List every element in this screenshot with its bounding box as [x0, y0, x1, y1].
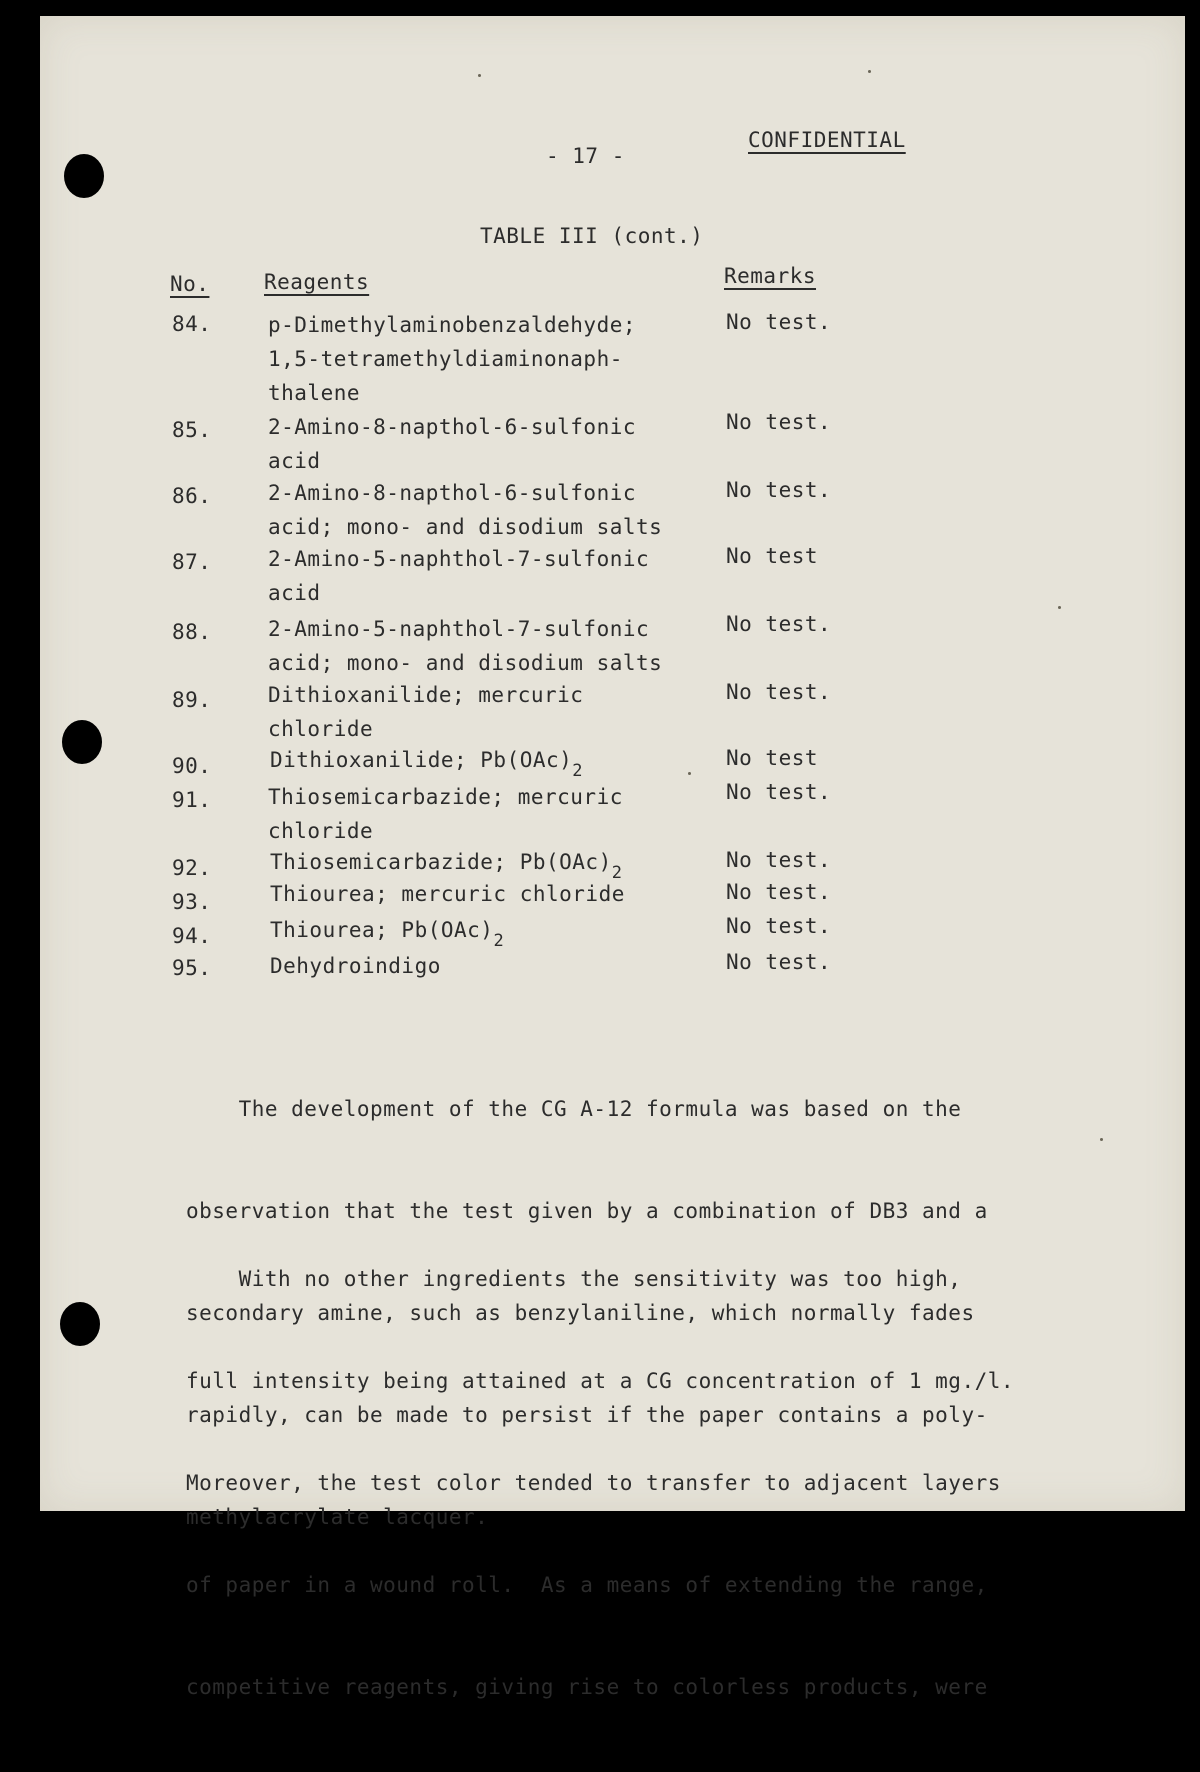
row-remark: No test. — [726, 950, 832, 974]
row-reagent — [268, 410, 636, 478]
table-title: TABLE III (cont.) — [480, 224, 704, 248]
paper-speck — [478, 74, 481, 77]
reagent-line: chloride — [268, 717, 374, 741]
row-number: 88. — [172, 620, 212, 644]
paper-speck — [1058, 606, 1061, 609]
confidential-stamp: CONFIDENTIAL — [748, 128, 906, 152]
row-number: 84. — [172, 312, 212, 336]
row-number: 95. — [172, 956, 212, 980]
paper-speck — [1100, 1138, 1103, 1141]
reagent-line: Thiosemicarbazide; mercuric — [268, 785, 623, 809]
row-number: 94. — [172, 924, 212, 948]
row-reagent — [268, 308, 636, 410]
row-number: 87. — [172, 550, 212, 574]
row-remark: No test. — [726, 880, 832, 904]
paragraph-line: observation that the test given by a combination of DB3 and a — [186, 1199, 988, 1223]
row-reagent — [268, 542, 649, 610]
paragraph-line: secondary amine, such as benzylaniline, which normally fades — [186, 1301, 975, 1325]
row-remark: No test. — [726, 612, 832, 636]
reagent-line: 2-Amino-5-naphthol-7-sulfonic — [268, 547, 650, 571]
row-remark: No test. — [726, 310, 832, 334]
paper-speck — [868, 70, 871, 73]
row-number: 92. — [172, 856, 212, 880]
reagent-line: 2-Amino-8-napthol-6-sulfonic — [268, 415, 637, 439]
paper-speck — [688, 772, 691, 775]
paragraph-line: competitive reagents, giving rise to colorless products, were — [186, 1675, 988, 1699]
row-number: 90. — [172, 754, 212, 778]
paragraph-line: The development of the CG A-12 formula was based on the — [186, 1097, 962, 1121]
reagent-line: acid; mono- and disodium salts — [268, 515, 663, 539]
punch-hole-bottom — [60, 1302, 100, 1346]
row-remark: No test. — [726, 914, 832, 938]
row-reagent — [268, 612, 662, 680]
reagent-formula: Dithioxanilide; Pb(OAc) — [270, 748, 573, 772]
row-reagent — [270, 748, 584, 781]
column-header-reagents: Reagents — [264, 270, 370, 294]
reagent-line: 2-Amino-5-naphthol-7-sulfonic — [268, 617, 650, 641]
row-remark: No test. — [726, 780, 832, 804]
reagent-line: acid — [268, 449, 321, 473]
row-reagent — [268, 678, 583, 746]
row-reagent — [268, 780, 623, 848]
subscript: 2 — [611, 863, 623, 883]
reagent-line: acid — [268, 581, 321, 605]
row-reagent: Dehydroindigo — [270, 954, 441, 978]
row-remark: No test — [726, 544, 819, 568]
reagent-line: 2-Amino-8-napthol-6-sulfonic — [268, 481, 637, 505]
reagent-line: 1,5-tetramethyldiaminonaph- — [268, 347, 623, 371]
subscript: 2 — [572, 761, 584, 781]
paragraph-line: of paper in a wound roll. As a means of extending the range, — [186, 1573, 988, 1597]
row-number: 86. — [172, 484, 212, 508]
punch-hole-top — [64, 154, 104, 198]
paragraph-line: full intensity being attained at a CG concentration of 1 mg./l. — [186, 1369, 1015, 1393]
row-reagent — [270, 918, 505, 951]
reagent-formula: Thiourea; Pb(OAc) — [270, 918, 494, 942]
paragraph-line: With no other ingredients the sensitivity was too high, — [186, 1267, 962, 1291]
row-number: 85. — [172, 418, 212, 442]
subscript: 2 — [493, 931, 505, 951]
reagent-line: chloride — [268, 819, 374, 843]
punch-hole-middle — [62, 720, 102, 764]
paragraph-line: methylacrylate lacquer. — [186, 1505, 489, 1529]
paragraph-line: rapidly, can be made to persist if the paper contains a poly- — [186, 1403, 988, 1427]
page-number: - 17 - — [546, 144, 625, 168]
reagent-line: Dithioxanilide; mercuric — [268, 683, 584, 707]
reagent-line: thalene — [268, 381, 361, 405]
paragraph-line: Moreover, the test color tended to transfer to adjacent layers — [186, 1471, 1001, 1495]
row-number: 93. — [172, 890, 212, 914]
row-reagent — [270, 850, 623, 883]
row-number: 89. — [172, 688, 212, 712]
column-header-no: No. — [170, 272, 210, 296]
reagent-line: acid; mono- and disodium salts — [268, 651, 663, 675]
row-remark: No test. — [726, 848, 832, 872]
row-remark: No test — [726, 746, 819, 770]
column-header-remarks: Remarks — [724, 264, 817, 288]
row-reagent: Thiourea; mercuric chloride — [270, 882, 625, 906]
row-remark: No test. — [726, 680, 832, 704]
row-remark: No test. — [726, 410, 832, 434]
row-remark: No test. — [726, 478, 832, 502]
reagent-line: p-Dimethylaminobenzaldehyde; — [268, 313, 637, 337]
reagent-formula: Thiosemicarbazide; Pb(OAc) — [270, 850, 612, 874]
body-paragraph — [186, 1194, 1056, 1772]
row-reagent — [268, 476, 662, 544]
row-number: 91. — [172, 788, 212, 812]
